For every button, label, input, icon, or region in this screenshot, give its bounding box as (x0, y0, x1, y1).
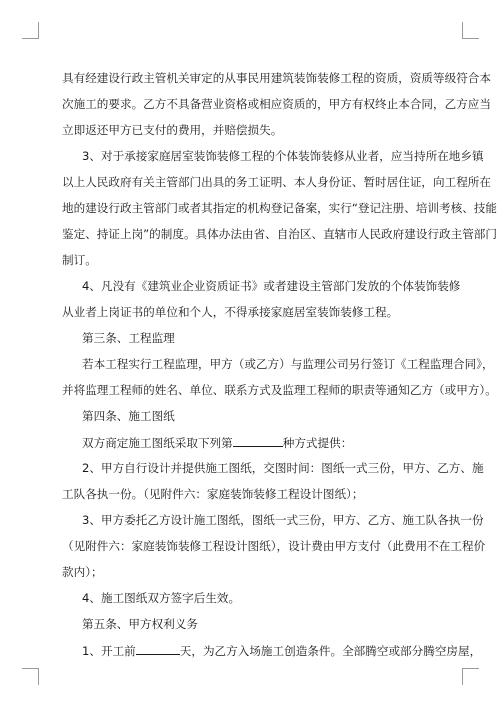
paragraph-line: 具有经建设行政主管机关审定的从事民用建筑装饰装修工程的资质，资质等级符合本 (62, 71, 491, 85)
crop-mark-top-right (462, 22, 479, 39)
crop-mark-bottom-right (462, 668, 479, 685)
paragraph-text: 种方式提供： (282, 436, 353, 450)
paragraph-line: 以上人民政府有关主管部门出具的务工证明、本人身份证、暂时居住证，向工程所在 (62, 175, 491, 189)
paragraph-line: 3、对于承接家庭居室装饰装修工程的个体装饰装修从业者，应当持所在地乡镇 (82, 149, 484, 163)
fill-in-blank (233, 434, 283, 447)
paragraph-line: 次施工的要求。乙方不具备营业资格或相应资质的，甲方有权终止本合同，乙方应当 (62, 97, 491, 111)
paragraph-line: 4、凡没有《建筑业企业资质证书》或者建设主管部门发放的个体装饰装修 (82, 279, 461, 293)
paragraph-line: 鉴定、持证上岗”的制度。具体办法由省、自治区、直辖市人民政府建设行政主管部门 (62, 227, 497, 241)
paragraph-line: 制订。 (62, 253, 97, 267)
paragraph-line: 立即返还甲方已支付的费用，并赔偿损失。 (62, 123, 283, 137)
crop-mark-bottom-left (22, 668, 39, 685)
paragraph-text: 天，为乙方入场施工创造条件。全部腾空或部分腾空房屋， (179, 644, 482, 658)
paragraph-line: 4、施工图纸双方签字后生效。 (82, 591, 241, 605)
paragraph-line (82, 642, 482, 658)
section-heading: 第四条、施工图纸 (82, 409, 175, 423)
paragraph-text: 1、开工前 (82, 644, 136, 658)
section-heading: 第五条、甲方权利义务 (82, 617, 198, 631)
paragraph-line: 若本工程实行工程监理，甲方（或乙方）与监理公司另行签订《工程监理合同》， (82, 357, 494, 371)
paragraph-line: 2、甲方自行设计并提供施工图纸，交图时间：图纸一式三份，甲方、乙方、施 (82, 461, 484, 475)
paragraph-line: 并将监理工程师的姓名、单位、联系方式及监理工程师的职责等通知乙方（或甲方）。 (62, 383, 497, 397)
paragraph-line: （见附件六：家庭装饰装修工程设计图纸），设计费由甲方支付（此费用不在工程价 (62, 539, 486, 553)
paragraph-line: 3、甲方委托乙方设计施工图纸，图纸一式三份，甲方、乙方、施工队各执一份 (82, 513, 484, 527)
paragraph-line: 款内）； (62, 565, 103, 579)
paragraph-line: 地的建设行政主管部门或者其指定的机构登记备案，实行“登记注册、培训考核、技能 (62, 201, 497, 215)
paragraph-line: 从业者上岗证书的单位和个人，不得承接家庭居室装饰装修工程。 (62, 305, 399, 319)
paragraph-line (82, 434, 438, 450)
crop-mark-top-left (22, 22, 39, 39)
section-heading: 第三条、工程监理 (82, 331, 175, 345)
fill-in-blank (136, 642, 180, 655)
paragraph-line: 工队各执一份。（见附件六：家庭装饰装修工程设计图纸）； (62, 487, 364, 501)
paragraph-text: 双方商定施工图纸采取下列第 (82, 436, 233, 450)
